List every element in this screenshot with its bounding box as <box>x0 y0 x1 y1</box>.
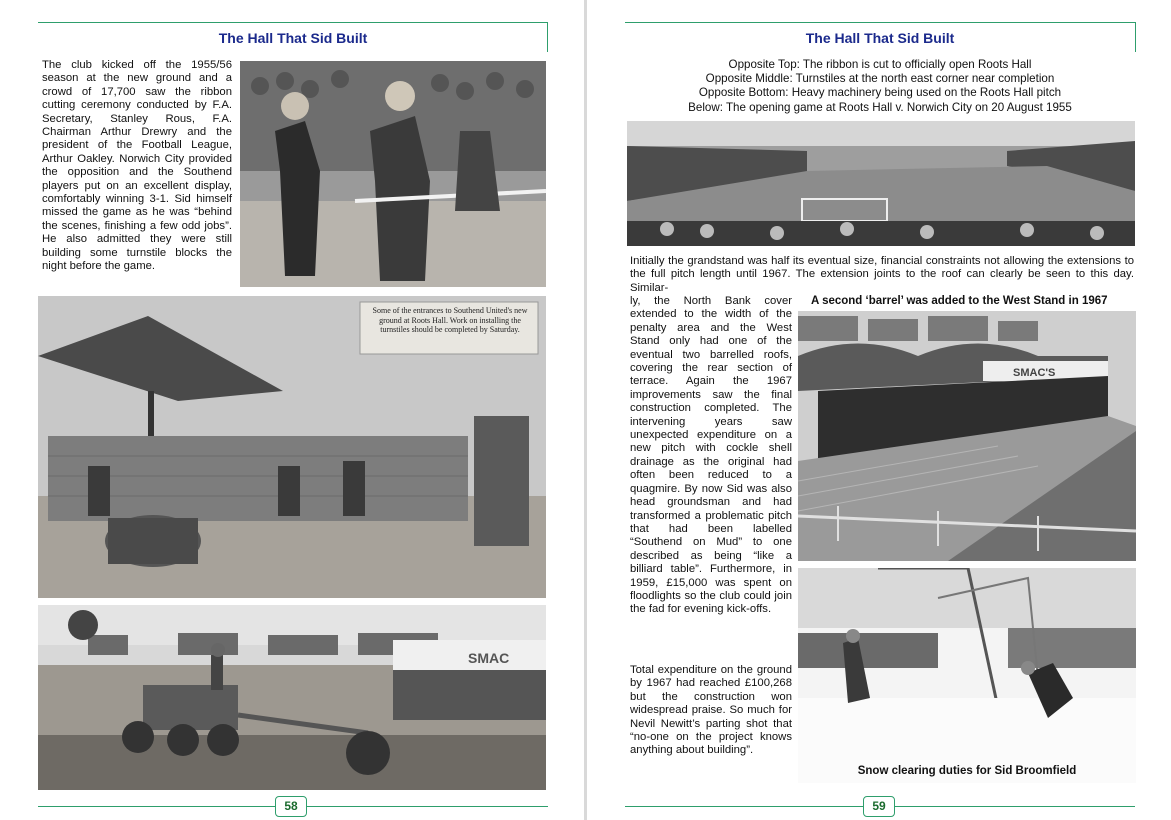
page-title: The Hall That Sid Built <box>218 30 368 46</box>
machinery-photo <box>38 605 546 790</box>
caption-line: Opposite Bottom: Heavy machinery being used on the Roots Hall pitch <box>698 86 1062 100</box>
snow-clearing-photo <box>798 568 1136 783</box>
left-page <box>0 0 584 820</box>
page-title: The Hall That Sid Built <box>805 30 955 46</box>
page-number: 58 <box>275 796 307 817</box>
stand-sign: SMAC'S <box>1013 367 1056 379</box>
ribbon-ceremony-photo <box>240 61 546 287</box>
caption-line: Below: The opening game at Roots Hall v. Norwich City on 20 August 1955 <box>688 100 1072 114</box>
caption-line: Opposite Middle: Turnstiles at the north east corner near completion <box>705 72 1055 86</box>
right-page <box>587 0 1171 820</box>
page-number: 59 <box>863 796 895 817</box>
title-rule <box>625 22 1135 23</box>
caption-line: Opposite Top: The ribbon is cut to officially open Roots Hall <box>728 58 1032 71</box>
photo-captions <box>625 58 1135 115</box>
body-text: The club kicked off the 1955/56 season at the new ground and a crowd of 17,700 saw the ribbon cutting ceremony conducted by F.A. Secretary, Stanley Rous, F.A. Chairman Arthur Drewry and the president of the Football League, Arthur Oakley. Norwich City provided the opposition and the Southend players put on an excellent display, comfortably winning 3-1. Sid himself missed the game as he was “behind the scenes, finishing a few odd jobs”. He also admitted they were still building some turnstile blocks the night before the game. <box>42 59 232 273</box>
body-text-wide: Initially the grandstand was half its eventual size, financial constraints not allowing the extensions to the full pitch length until 1967. The extension joints to the roof can clearly be seen to this day. Similar- <box>630 255 1134 294</box>
clipping-text: Some of the entrances to Southend United's new ground at Roots Hall. Work on installing the turnstiles should be completed by Saturday. <box>372 306 528 334</box>
title-rule-tick <box>1135 22 1136 52</box>
body-text-column: ly, the North Bank cover extended to the width of the penalty area and the West Stand only had one of the eventual two barrelled roofs, covering the rear section of terrace. Again the 1967 improvements saw the final construction completed. The intervening years saw unexpected expenditure on a new pitch with cockle shell drainage as the original had often been reduced to a quagmire. By now Sid was also head groundsman and had transformed a problematic pitch that had been labelled “Southend on Mud” to one described as being “like a billiard table”. Furthermore, in 1959, £15,000 was spent on floodlights so the club could join the fad for evening kick-offs. <box>630 295 792 616</box>
stand-sign: SMAC <box>468 650 510 666</box>
title-rule <box>38 22 548 23</box>
west-stand-photo <box>798 311 1136 561</box>
snow-caption: Snow clearing duties for Sid Broomfield <box>857 765 1077 777</box>
turnstiles-photo <box>38 296 546 598</box>
west-stand-caption: A second ‘barrel’ was added to the West Stand in 1967 <box>811 295 1108 307</box>
body-text-column-end: Total expenditure on the ground by 1967 had reached £100,268 but the construction won widespread praise. So much for Nevil Newitt’s parting shot that “no-one on the project knows anything about building”. <box>630 664 792 757</box>
opening-game-photo <box>627 121 1135 246</box>
